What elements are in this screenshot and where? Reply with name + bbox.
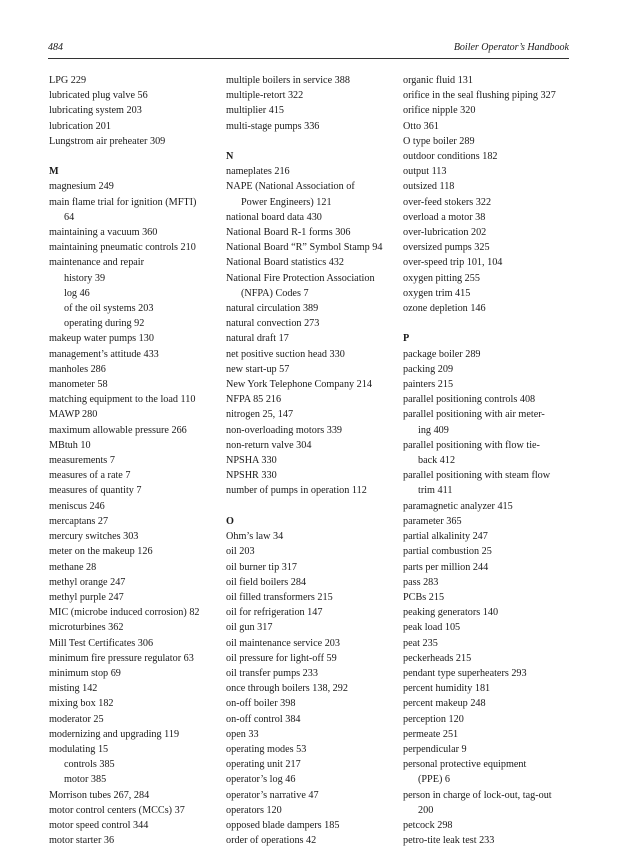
index-entry: oil filled transformers 215 bbox=[226, 591, 333, 603]
index-subentry: 64 bbox=[64, 211, 75, 223]
index-entry: petro-tite leak test 233 bbox=[403, 835, 495, 847]
index-entry: orifice in the seal flushing piping 327 bbox=[403, 90, 556, 102]
index-entry: order of operations 42 bbox=[226, 835, 317, 847]
index-entry: minimum stop 69 bbox=[49, 667, 121, 679]
index-entry: Lungstrom air preheater 309 bbox=[49, 135, 166, 147]
index-entry: oxygen pitting 255 bbox=[403, 272, 480, 284]
index-entry: opposed blade dampers 185 bbox=[226, 819, 340, 831]
index-entry: on-off control 384 bbox=[226, 713, 301, 725]
index-entry: Morrison tubes 267, 284 bbox=[49, 789, 150, 801]
index-entry: methyl purple 247 bbox=[49, 591, 124, 603]
index-entry: methyl orange 247 bbox=[49, 576, 126, 588]
index-entry: outdoor conditions 182 bbox=[403, 151, 498, 163]
index-entry: multiple boilers in service 388 bbox=[226, 75, 350, 86]
index-subentry: (NFPA) Codes 7 bbox=[241, 287, 309, 299]
index-entry: lubrication 201 bbox=[49, 120, 111, 132]
index-entry: NPSHA 330 bbox=[226, 455, 277, 467]
index-entry: oil field boilers 284 bbox=[226, 576, 307, 588]
index-entry: operator’s log 46 bbox=[226, 774, 296, 786]
index-entry: over-lubrication 202 bbox=[403, 227, 487, 239]
section-letter: M bbox=[49, 166, 59, 178]
index-subentry: (PPE) 6 bbox=[418, 774, 450, 786]
index-entry: National Board R-1 forms 306 bbox=[226, 227, 351, 239]
index-entry: perception 120 bbox=[403, 713, 464, 725]
index-entry: open 33 bbox=[226, 728, 259, 740]
index-entry: NPSHR 330 bbox=[226, 470, 277, 482]
index-entry: peaking generators 140 bbox=[403, 607, 499, 619]
index-entry: operating modes 53 bbox=[226, 743, 307, 755]
index-entry: motor starter 36 bbox=[49, 835, 115, 847]
index-entry: motor control centers (MCCs) 37 bbox=[49, 804, 185, 816]
index-entry: Otto 361 bbox=[403, 120, 439, 132]
index-entry: maintaining pneumatic controls 210 bbox=[49, 242, 196, 254]
index-entry: modulating 15 bbox=[49, 743, 109, 755]
index-entry: painters 215 bbox=[403, 379, 454, 391]
index-entry: nameplates 216 bbox=[226, 166, 290, 178]
index-subentry: back 412 bbox=[418, 455, 456, 467]
index-entry: lubricated plug valve 56 bbox=[49, 90, 148, 102]
index-entry: orifice nipple 320 bbox=[403, 105, 476, 117]
index-entry: petcock 298 bbox=[403, 819, 453, 831]
index-entry: number of pumps in operation 112 bbox=[226, 485, 367, 497]
index-entry: non-overloading motors 339 bbox=[226, 424, 343, 436]
index-column-3 bbox=[403, 73, 588, 848]
index-entry: on-off boiler 398 bbox=[226, 698, 296, 710]
index-entry: natural convection 273 bbox=[226, 318, 320, 330]
spacer bbox=[226, 134, 411, 149]
index-entry: maximum allowable pressure 266 bbox=[49, 424, 187, 436]
index-entry: multiple-retort 322 bbox=[226, 90, 304, 102]
index-entry: modernizing and upgrading 119 bbox=[49, 728, 180, 740]
index-entry: permeate 251 bbox=[403, 728, 459, 740]
index-entry: MIC (microbe induced corrosion) 82 bbox=[49, 607, 200, 619]
index-subentry: 200 bbox=[418, 804, 434, 816]
index-entry: ozone depletion 146 bbox=[403, 303, 486, 315]
index-entry: oil burner tip 317 bbox=[226, 561, 298, 573]
index-subentry: ing 409 bbox=[418, 424, 449, 436]
index-entry: packing 209 bbox=[403, 363, 454, 375]
index-entry: measurements 7 bbox=[49, 455, 115, 467]
index-entry: parallel positioning controls 408 bbox=[403, 394, 536, 406]
index-entry: percent makeup 248 bbox=[403, 698, 486, 710]
index-subentry: operating during 92 bbox=[64, 318, 145, 330]
index-entry: natural circulation 389 bbox=[226, 303, 319, 315]
index-entry: over-speed trip 101, 104 bbox=[403, 257, 503, 269]
index-entry: oil 203 bbox=[226, 546, 255, 558]
index-entry: organic fluid 131 bbox=[403, 75, 473, 86]
index-entry: National Fire Protection Association bbox=[226, 272, 375, 284]
index-subentry: motor 385 bbox=[64, 774, 107, 786]
index-entry: parameter 365 bbox=[403, 515, 462, 527]
index-subentry: Power Engineers) 121 bbox=[241, 196, 332, 208]
index-entry: percent humidity 181 bbox=[403, 683, 491, 695]
index-entry: over-feed stokers 322 bbox=[403, 196, 492, 208]
index-entry: output 113 bbox=[403, 166, 447, 178]
index-entry: oil for refrigeration 147 bbox=[226, 607, 323, 619]
index-entry: outsized 118 bbox=[403, 181, 455, 193]
index-subentry: history 39 bbox=[64, 272, 106, 284]
index-entry: package boiler 289 bbox=[403, 348, 481, 360]
index-entry: personal protective equipment bbox=[403, 759, 527, 771]
index-entry: new start-up 57 bbox=[226, 363, 290, 375]
index-entry: multi-stage pumps 336 bbox=[226, 120, 320, 132]
index-entry: nitrogen 25, 147 bbox=[226, 409, 294, 421]
index-entry: moderator 25 bbox=[49, 713, 104, 725]
index-entry: oil pressure for light-off 59 bbox=[226, 652, 337, 664]
index-entry: natural draft 17 bbox=[226, 333, 289, 345]
index-entry: maintenance and repair bbox=[49, 257, 145, 269]
index-entry: net positive suction head 330 bbox=[226, 348, 345, 360]
index-entry: oil maintenance service 203 bbox=[226, 637, 340, 649]
section-letter: P bbox=[403, 333, 410, 345]
index-entry: MBtuh 10 bbox=[49, 439, 91, 451]
book-title: Boiler Operator’s Handbook bbox=[453, 42, 569, 53]
index-entry: parts per million 244 bbox=[403, 561, 489, 573]
index-subentry: log 46 bbox=[64, 287, 90, 299]
index-entry: minimum fire pressure regulator 63 bbox=[49, 652, 194, 664]
index-entry: mercury switches 303 bbox=[49, 531, 139, 543]
index-entry: microturbines 362 bbox=[49, 622, 124, 634]
index-entry: management’s attitude 433 bbox=[49, 348, 159, 360]
page-number: 484 bbox=[48, 42, 63, 53]
index-entry: Mill Test Certificates 306 bbox=[49, 637, 154, 649]
index-entry: peak load 105 bbox=[403, 622, 461, 634]
index-entry: paramagnetic analyzer 415 bbox=[403, 500, 513, 512]
index-entry: national board data 430 bbox=[226, 211, 322, 223]
index-entry: main flame trial for ignition (MFTI) bbox=[49, 196, 197, 208]
index-entry: misting 142 bbox=[49, 683, 98, 695]
index-entry: National Board “R” Symbol Stamp 94 bbox=[226, 242, 383, 254]
index-entry: peat 235 bbox=[403, 637, 438, 649]
index-column-1 bbox=[49, 73, 234, 848]
index-entry: parallel positioning with air meter- bbox=[403, 409, 545, 421]
index-entry: lubricating system 203 bbox=[49, 105, 142, 117]
index-entry: magnesium 249 bbox=[49, 181, 114, 193]
index-entry: meter on the makeup 126 bbox=[49, 546, 153, 558]
index-entry: operating unit 217 bbox=[226, 759, 301, 771]
index-entry: mercaptans 27 bbox=[49, 515, 109, 527]
index-entry: makeup water pumps 130 bbox=[49, 333, 154, 345]
index-entry: LPG 229 bbox=[49, 75, 87, 86]
index-entry: O type boiler 289 bbox=[403, 135, 475, 147]
index-entry: measures of quantity 7 bbox=[49, 485, 142, 497]
index-entry: New York Telephone Company 214 bbox=[226, 379, 372, 391]
index-entry: NAPE (National Association of bbox=[226, 181, 355, 193]
index-entry: once through boilers 138, 292 bbox=[226, 683, 348, 695]
index-subentry: of the oil systems 203 bbox=[64, 303, 154, 315]
index-entry: perpendicular 9 bbox=[403, 743, 467, 755]
running-header bbox=[48, 42, 569, 58]
spacer bbox=[226, 499, 411, 514]
spacer bbox=[49, 149, 234, 164]
index-entry: maintaining a vacuum 360 bbox=[49, 227, 158, 239]
index-entry: pendant type superheaters 293 bbox=[403, 667, 527, 679]
index-entry: motor speed control 344 bbox=[49, 819, 149, 831]
index-entry: measures of a rate 7 bbox=[49, 470, 131, 482]
index-entry: partial alkalinity 247 bbox=[403, 531, 488, 543]
index-entry: NFPA 85 216 bbox=[226, 394, 282, 406]
index-entry: parallel positioning with steam flow bbox=[403, 470, 551, 482]
index-column-2 bbox=[226, 73, 411, 848]
index-subentry: trim 411 bbox=[418, 485, 453, 497]
index-entry: PCBs 215 bbox=[403, 591, 445, 603]
index-entry: matching equipment to the load 110 bbox=[49, 394, 196, 406]
index-entry: manometer 58 bbox=[49, 379, 108, 391]
index-entry: operator’s narrative 47 bbox=[226, 789, 319, 801]
index-entry: pass 283 bbox=[403, 576, 439, 588]
index-entry: Ohm’s law 34 bbox=[226, 531, 284, 543]
index-entry: overload a motor 38 bbox=[403, 211, 486, 223]
index-entry: operators 120 bbox=[226, 804, 282, 816]
index-entry: meniscus 246 bbox=[49, 500, 105, 512]
section-letter: N bbox=[226, 151, 234, 163]
index-entry: parallel positioning with flow tie- bbox=[403, 439, 540, 451]
index-entry: oxygen trim 415 bbox=[403, 287, 471, 299]
index-subentry: controls 385 bbox=[64, 759, 115, 771]
index-entry: multiplier 415 bbox=[226, 105, 285, 117]
index-entry: methane 28 bbox=[49, 561, 97, 573]
index-entry: non-return valve 304 bbox=[226, 439, 312, 451]
index-entry: oil gun 317 bbox=[226, 622, 273, 634]
index-entry: National Board statistics 432 bbox=[226, 257, 344, 269]
header-rule bbox=[48, 58, 569, 59]
index-entry: partial combustion 25 bbox=[403, 546, 492, 558]
index-entry: MAWP 280 bbox=[49, 409, 98, 421]
index-entry: oversized pumps 325 bbox=[403, 242, 490, 254]
index-entry: oil transfer pumps 233 bbox=[226, 667, 318, 679]
index-entry: peckerheads 215 bbox=[403, 652, 472, 664]
index-entry: manholes 286 bbox=[49, 363, 106, 375]
index-entry: mixing box 182 bbox=[49, 698, 114, 710]
index-entry: person in charge of lock-out, tag-out bbox=[403, 789, 552, 801]
section-letter: O bbox=[226, 515, 234, 527]
spacer bbox=[403, 316, 588, 331]
